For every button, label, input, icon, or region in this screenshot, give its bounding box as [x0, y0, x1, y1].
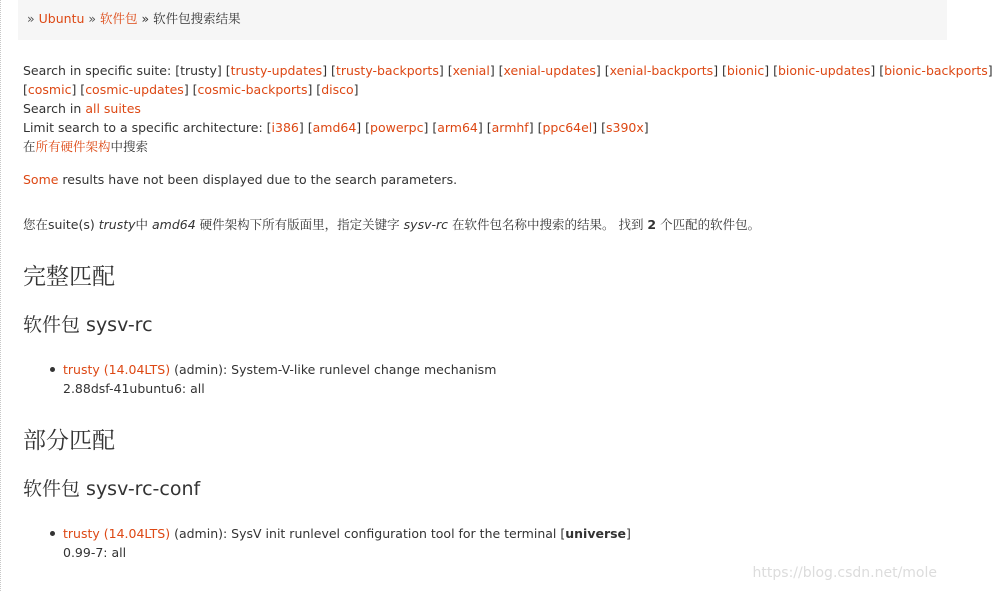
trusty-version-link[interactable]: trusty (14.04LTS) [63, 362, 171, 377]
all-suites-line [23, 99, 943, 118]
package-description: (admin): System-V-like runlevel change mechanism [170, 362, 497, 377]
suite-link-bionic-backports[interactable]: bionic-backports [884, 63, 988, 78]
notice-line [23, 170, 943, 189]
partial-match-heading: 部分匹配 [23, 428, 115, 454]
all-suites-link[interactable]: all suites [85, 101, 141, 116]
arch-link-armhf[interactable]: armhf [491, 120, 529, 135]
package-heading-sysv-rc-conf: 软件包 sysv-rc-conf [23, 478, 201, 500]
partial-results-list [23, 524, 943, 562]
package-version: 0.99-7: all [63, 545, 127, 560]
all-arch-suffix: 中搜索 [110, 139, 149, 154]
suite-link-bionic-updates[interactable]: bionic-updates [777, 63, 871, 78]
bullet-icon [50, 531, 55, 536]
package-heading-sysv-rc: 软件包 sysv-rc [23, 314, 153, 336]
breadcrumb-separator: » [27, 11, 35, 26]
suite-search-label: Search in specific suite: [23, 63, 172, 78]
all-arch-link[interactable]: 所有硬件架构 [35, 139, 111, 154]
list-item [63, 360, 943, 398]
summary-keyword: sysv-rc [403, 217, 448, 232]
arch-link-i386[interactable]: i386 [271, 120, 299, 135]
suite-link-cosmic-updates[interactable]: cosmic-updates [85, 82, 184, 97]
suite-link-xenial-updates[interactable]: xenial-updates [503, 63, 596, 78]
all-arch-line [23, 137, 943, 156]
arch-search-line: Limit search to a specific architecture: [i386] [amd64] [powerpc] [arm64] [armhf] [ppc64el] [s390x] [23, 120, 649, 135]
suite-link-cosmic[interactable]: cosmic [27, 82, 72, 97]
breadcrumb [18, 0, 947, 40]
suite-link-disco[interactable]: disco [321, 82, 354, 97]
arch-search-label: Limit search to a specific architecture: [23, 120, 263, 135]
main-content [23, 61, 993, 562]
suite-search-line-2: [cosmic] [cosmic-updates] [cosmic-backports] [disco] [23, 82, 359, 97]
summary-count: 2 [647, 217, 657, 232]
suite-search-line: Search in specific suite: [trusty] [trusty-updates] [trusty-backports] [xenial] [xenial-updates] [xenial-backports] [bionic] [bionic-updates] [bionic-backports] [23, 63, 993, 78]
arch-link-powerpc[interactable]: powerpc [370, 120, 424, 135]
notice-some-link[interactable]: Some [23, 172, 59, 187]
list-item [63, 524, 943, 562]
suite-link-trusty-updates[interactable]: trusty-updates [230, 63, 323, 78]
summary-text: 在软件包名称中搜索的结果。 找到 [448, 217, 648, 232]
package-component: universe [565, 526, 627, 541]
watermark: https://blog.csdn.net/mole [752, 565, 937, 581]
arch-link-s390x[interactable]: s390x [606, 120, 644, 135]
bullet-icon [50, 367, 55, 372]
breadcrumb-packages-link[interactable]: 软件包 [100, 11, 138, 26]
all-arch-prefix: 在 [23, 139, 36, 154]
package-description-end: ] [626, 526, 631, 541]
suite-link-xenial-backports[interactable]: xenial-backports [609, 63, 714, 78]
suite-link-cosmic-backports[interactable]: cosmic-backports [197, 82, 308, 97]
breadcrumb-home-link[interactable]: Ubuntu [38, 11, 85, 26]
left-border-rule [0, 0, 6, 591]
summary-text: 个匹配的软件包。 [656, 217, 761, 232]
arch-link-arm64[interactable]: arm64 [437, 120, 478, 135]
summary-arch: amd64 [152, 217, 196, 232]
arch-link-amd64[interactable]: amd64 [312, 120, 357, 135]
breadcrumb-separator: » [88, 11, 97, 26]
exact-match-heading: 完整匹配 [23, 264, 115, 290]
notice-text: results have not been displayed due to the search parameters. [58, 172, 458, 187]
suite-current: [trusty] [175, 63, 222, 78]
suite-link-trusty-backports[interactable]: trusty-backports [335, 63, 439, 78]
search-summary [23, 215, 943, 234]
all-suites-prefix: Search in [23, 101, 82, 116]
exact-results-list [23, 360, 943, 398]
suite-link-xenial[interactable]: xenial [452, 63, 490, 78]
package-description: (admin): SysV init runlevel configuration tool for the terminal [ [170, 526, 566, 541]
trusty-version-link[interactable]: trusty (14.04LTS) [63, 526, 171, 541]
summary-text: 硬件架构下所有版面里，指定关键字 [195, 217, 404, 232]
breadcrumb-current: » 软件包搜索结果 [141, 11, 241, 26]
summary-suite: trusty [98, 217, 136, 232]
package-version: 2.88dsf-41ubuntu6: all [63, 381, 205, 396]
suite-link-bionic[interactable]: bionic [726, 63, 765, 78]
arch-link-ppc64el[interactable]: ppc64el [542, 120, 593, 135]
summary-text: 您在suite(s) [23, 217, 99, 232]
summary-text: 中 [135, 217, 153, 232]
